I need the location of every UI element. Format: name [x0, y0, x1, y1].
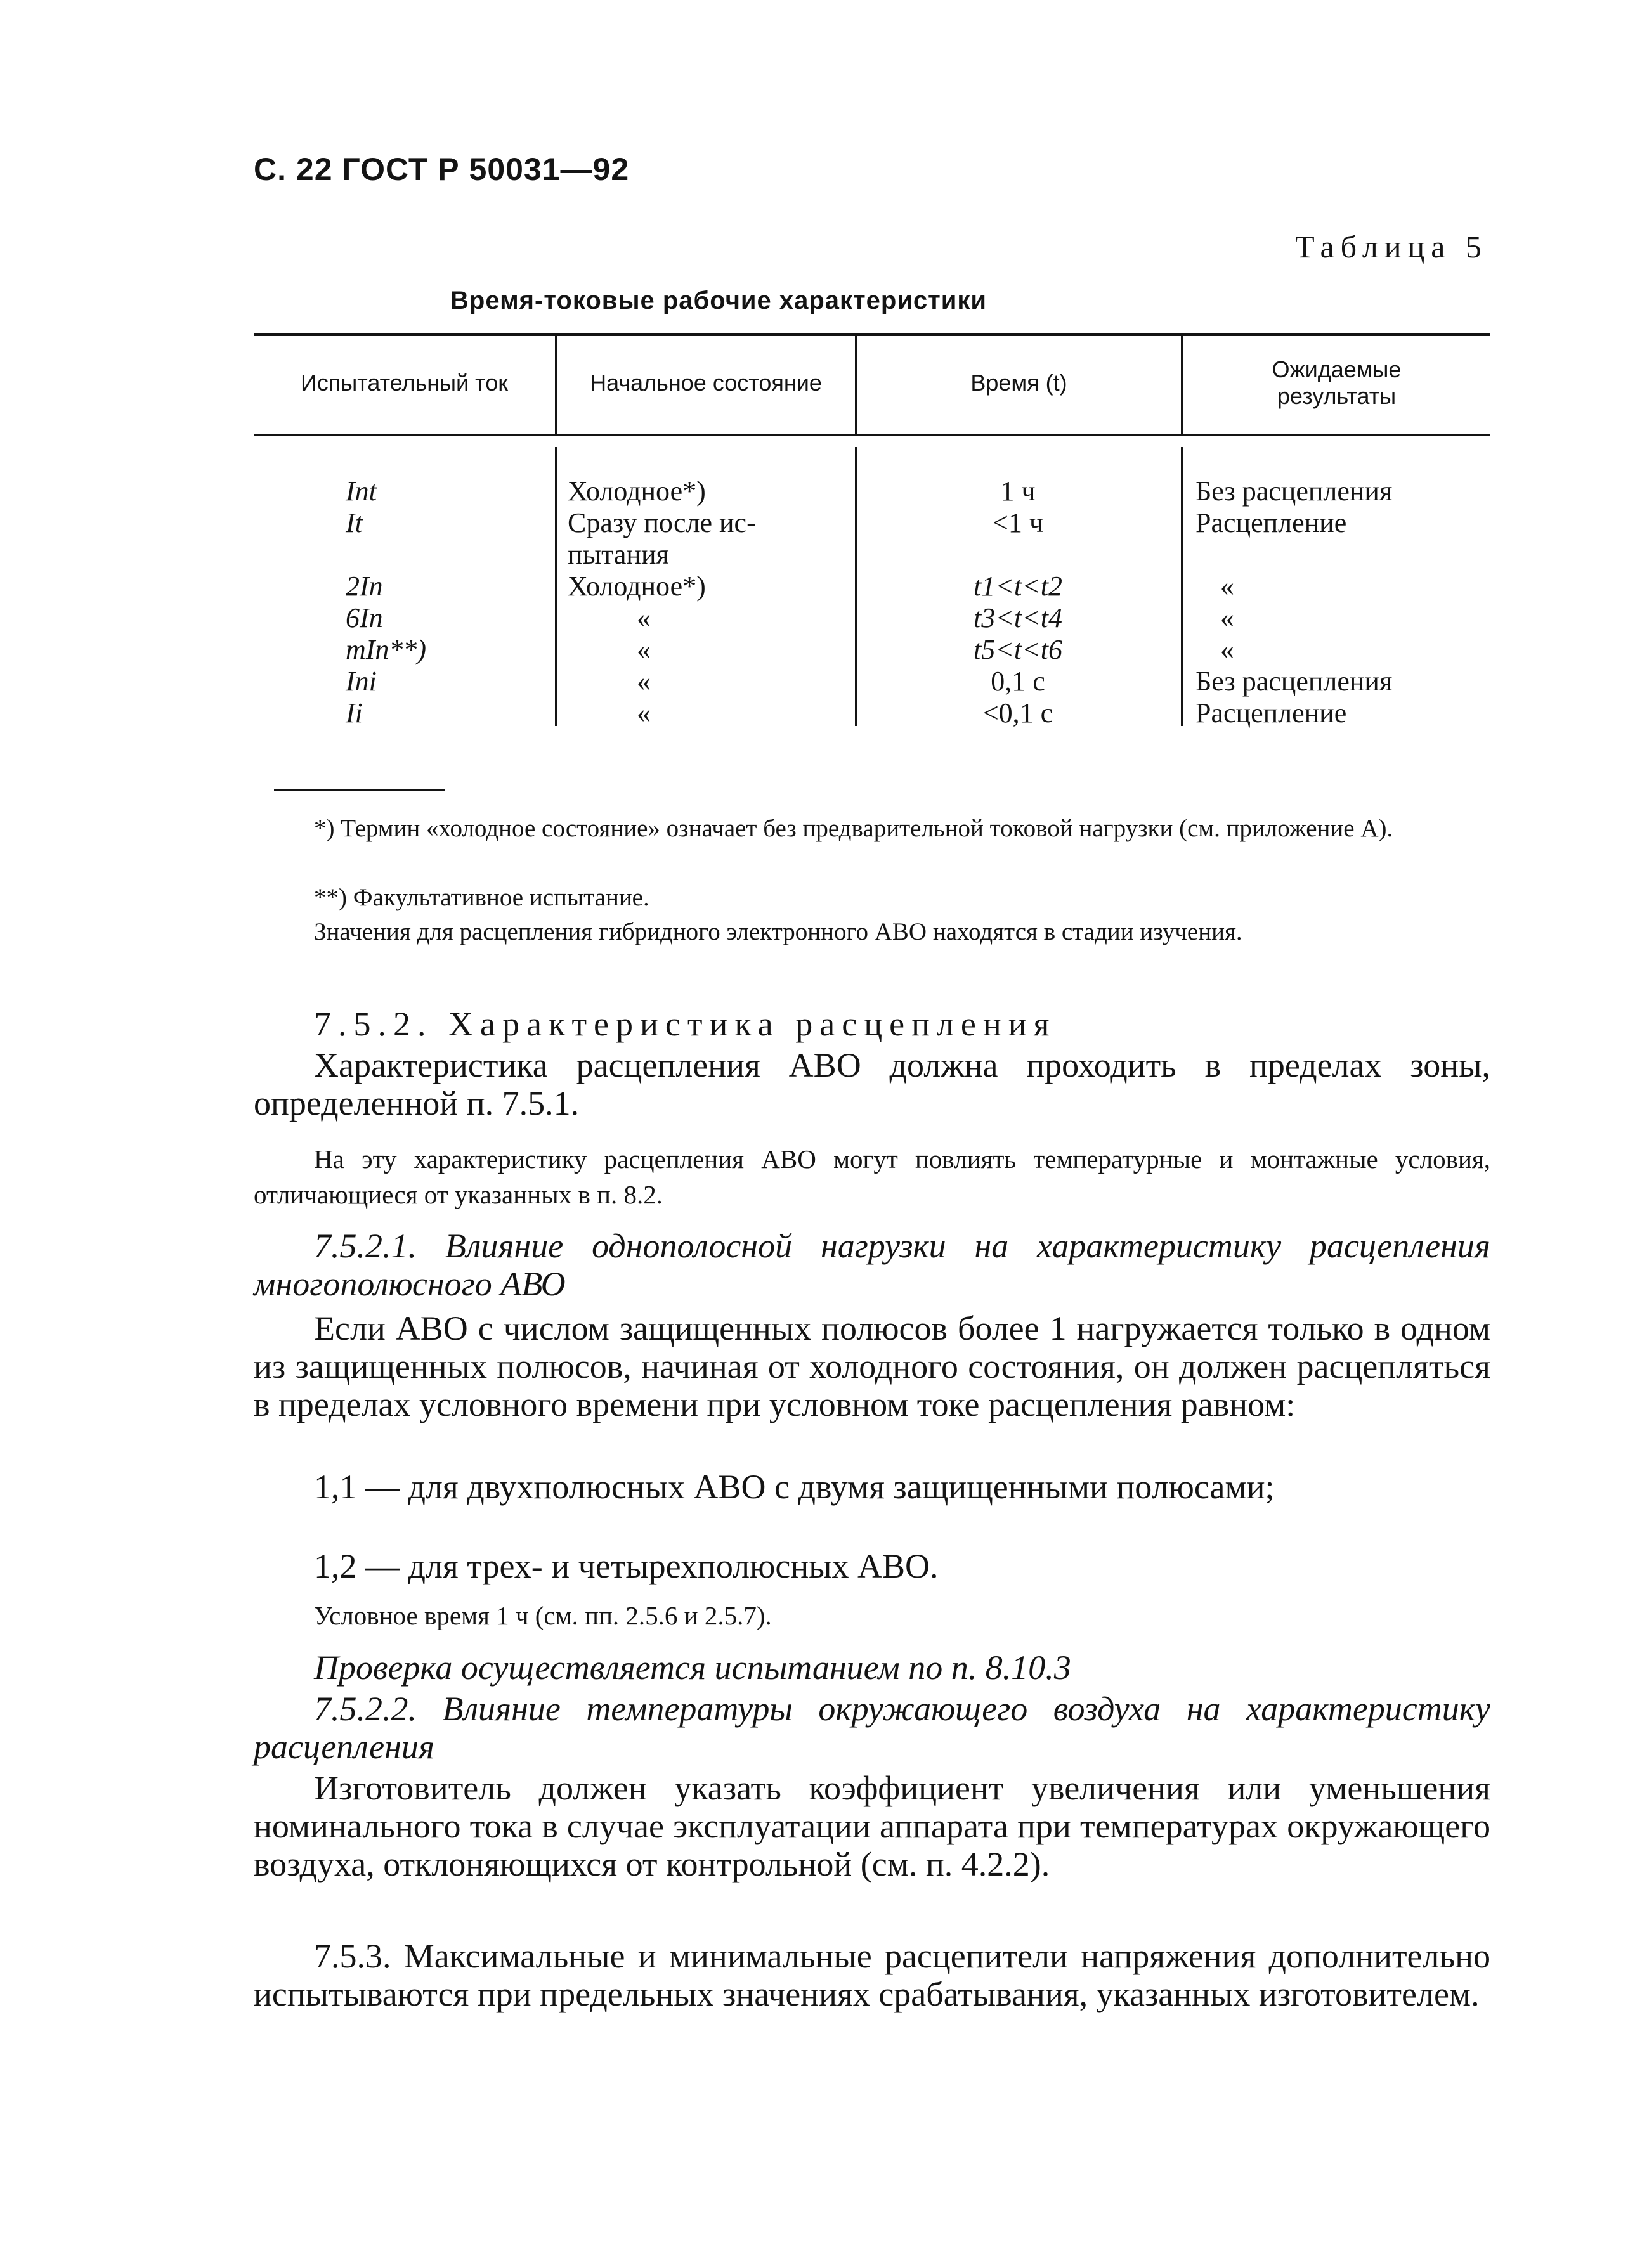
table-cell-result: Без расцепления	[1195, 666, 1393, 697]
table-cell-current: Ii	[346, 697, 363, 729]
footnote-note: Значения для расцепления гибридного электронного АВО находятся в стадии изучения.	[314, 918, 1242, 945]
table-cell-state: «	[637, 666, 651, 697]
footnote-optional: **) Факультативное испытание.	[314, 884, 649, 911]
table-cell-state: Сразу после ис-	[568, 507, 756, 538]
section-7-5-2-heading: 7.5.2. Характеристика расцепления	[314, 1005, 1057, 1043]
table-cell-result: «	[1220, 634, 1234, 665]
table-cell-current: Int	[346, 476, 377, 507]
table-cell-time: 1 ч	[1000, 476, 1036, 507]
table-cell-result: «	[1220, 602, 1234, 633]
column-header-time: Время (t)	[970, 370, 1067, 396]
column-header-state: Начальное состояние	[590, 370, 822, 396]
table-cell-result: Без расцепления	[1195, 476, 1393, 507]
section-7-5-2-1-check: Проверка осуществляется испытанием по п. 8.10.3	[314, 1649, 1071, 1687]
table-cell-time: t5<t<t6	[973, 634, 1063, 665]
table-cell-state: Холодное*)	[568, 571, 706, 602]
table-cell-state: Холодное*)	[568, 476, 706, 507]
column-divider	[855, 447, 857, 726]
table-title: Время-токовые рабочие характеристики	[450, 287, 987, 314]
table-cell-time: <1 ч	[993, 507, 1043, 538]
table-cell-current: 2In	[346, 571, 383, 602]
table-top-rule	[254, 333, 1490, 336]
table-cell-current: mIn**)	[346, 634, 427, 665]
section-7-5-2-1-note: Условное время 1 ч (см. пп. 2.5.6 и 2.5.7).	[314, 1601, 772, 1630]
section-7-5-2-1-body: Если АВО с числом защищенных полюсов более 1 нагружается только в одном из защищенных полюсов, начиная от холодного состояния, он должен расцепляться в пределах условного времени при условном токе расцепления равном:	[254, 1309, 1490, 1423]
section-7-5-2-1-item-2: 1,2 — для трех- и четырехполюсных АВО.	[314, 1547, 939, 1585]
table-5	[254, 333, 1490, 729]
section-7-5-2-1-item-1: 1,1 — для двухполюсных АВО с двумя защищенными полюсами;	[314, 1468, 1275, 1506]
table-cell-result: Расцепление	[1195, 507, 1347, 538]
table-cell-time: <0,1 с	[982, 697, 1053, 729]
table-cell-result: Расцепление	[1195, 697, 1347, 729]
table-label: Таблица 5	[1295, 229, 1488, 264]
table-cell-time: t1<t<t2	[973, 571, 1063, 602]
column-divider	[1181, 447, 1183, 726]
running-head: С. 22 ГОСТ Р 50031—92	[254, 152, 630, 187]
footnote-cold-state: *) Термин «холодное состояние» означает без предварительной токовой нагрузки (см. приложение А).	[314, 815, 1393, 842]
table-cell-state: «	[637, 634, 651, 665]
section-7-5-2-1-heading: 7.5.2.1. Влияние однополосной нагрузки на характеристику расцепления многополюсного АВО	[254, 1227, 1490, 1303]
table-cell-current: 6In	[346, 602, 383, 633]
table-cell-state: «	[637, 697, 651, 729]
column-header-result: Ожидаемые результаты	[1272, 356, 1402, 409]
section-7-5-2-body: Характеристика расцепления АВО должна проходить в пределах зоны, определенной п. 7.5.1.	[254, 1046, 1490, 1122]
section-7-5-2-note: На эту характеристику расцепления АВО могут повлиять температурные и монтажные условия, отличающиеся от указанных в п. 8.2.	[254, 1144, 1490, 1209]
section-7-5-3-body: 7.5.3. Максимальные и минимальные расцепители напряжения дополнительно испытываются при предельных значениях срабатывания, указанных изготовителем.	[254, 1937, 1490, 2013]
table-cell-result: «	[1220, 571, 1234, 602]
table-cell-time: 0,1 с	[991, 666, 1045, 697]
table-cell-state: пытания	[568, 539, 669, 570]
column-divider	[555, 447, 557, 726]
footnote-rule	[274, 789, 445, 791]
section-7-5-2-2-heading: 7.5.2.2. Влияние температуры окружающего воздуха на характеристику расцепления	[254, 1690, 1490, 1766]
column-header-current: Испытательный ток	[301, 370, 508, 396]
table-cell-time: t3<t<t4	[973, 602, 1063, 633]
table-cell-current: It	[346, 507, 363, 538]
table-cell-state: «	[637, 602, 651, 633]
table-header-rule	[254, 434, 1490, 436]
section-7-5-2-2-body: Изготовитель должен указать коэффициент увеличения или уменьшения номинального тока в случае эксплуатации аппарата при температурах окружающего воздуха, отклоняющихся от контрольной (см. п. 4.2.2).	[254, 1769, 1490, 1883]
table-cell-current: Ini	[346, 666, 377, 697]
